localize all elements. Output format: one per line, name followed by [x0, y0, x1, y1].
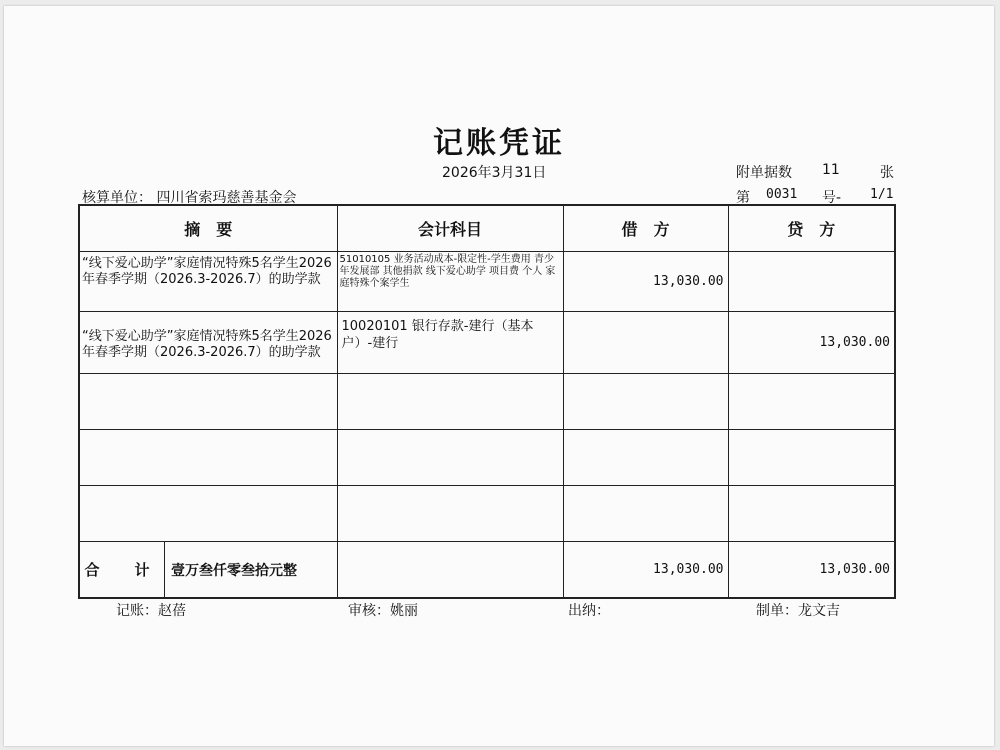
preparer-label: 制单：: [756, 603, 798, 619]
empty-cell: [79, 486, 337, 542]
cashier-signature: [568, 600, 610, 620]
bookkeeper-signature: [116, 600, 186, 620]
total-credit: 13,030.00: [728, 542, 895, 599]
empty-cell: [563, 430, 728, 486]
row-credit: [728, 252, 895, 312]
header-debit: 借 方: [563, 205, 728, 252]
preparer-signature: [756, 600, 840, 620]
row-account: 10020101 银行存款-建行（基本户）-建行: [337, 312, 563, 374]
total-label: 合 计: [80, 542, 165, 597]
empty-cell: [337, 430, 563, 486]
empty-row: [79, 374, 895, 430]
row-account: 51010105 业务活动成本-限定性-学生费用 青少年发展部 其他捐款 线下爱心助学 项目费 个人 家庭特殊个案学生: [337, 252, 563, 312]
reviewer-signature: [348, 600, 418, 620]
voucher-number-prefix: 第: [736, 190, 750, 206]
total-in-words: 壹万叁仟零叁拾元整: [171, 562, 297, 579]
empty-cell: [728, 486, 895, 542]
cashier-label: 出纳：: [568, 603, 610, 619]
empty-cell: [563, 374, 728, 430]
row-debit: [563, 312, 728, 374]
empty-row: [79, 486, 895, 542]
accounting-unit-name: 四川省索玛慈善基金会: [156, 190, 297, 206]
empty-cell: [337, 486, 563, 542]
header-account: 会计科目: [337, 205, 563, 252]
empty-cell: [563, 486, 728, 542]
empty-cell: [337, 374, 563, 430]
empty-cell: [728, 374, 895, 430]
table-header-row: [79, 205, 895, 252]
bookkeeper-label: 记账：: [116, 603, 158, 619]
empty-row: [79, 430, 895, 486]
voucher-number-suffix: 号-: [822, 190, 842, 206]
total-cell: [79, 542, 337, 599]
reviewer-name: 姚丽: [390, 603, 418, 619]
row-credit: 13,030.00: [728, 312, 895, 374]
header-summary: 摘 要: [79, 205, 337, 252]
empty-cell: [79, 374, 337, 430]
voucher-title: 记账凭证: [433, 126, 565, 161]
voucher-table: [78, 204, 896, 599]
row-summary: “线下爱心助学”家庭情况特殊5名学生2026年春季学期（2026.3-2026.7）的助学款: [79, 252, 337, 312]
reviewer-label: 审核：: [348, 603, 390, 619]
attachment-label: 附单据数: [736, 165, 792, 181]
empty-cell: [728, 430, 895, 486]
table-row: [79, 252, 895, 312]
voucher-page: 1/1: [870, 187, 894, 202]
total-debit: 13,030.00: [563, 542, 728, 599]
voucher-number: 0031: [766, 187, 798, 202]
row-summary: “线下爱心助学”家庭情况特殊5名学生2026年春季学期（2026.3-2026.7）的助学款: [79, 312, 337, 374]
bookkeeper-name: 赵蓓: [158, 603, 186, 619]
voucher-date: 2026年3月31日: [442, 165, 547, 181]
table-row: [79, 312, 895, 374]
row-debit: 13,030.00: [563, 252, 728, 312]
empty-cell: [79, 430, 337, 486]
total-row: [79, 542, 895, 599]
attachment-unit: 张: [880, 165, 894, 181]
preparer-name: 龙文吉: [798, 603, 840, 619]
total-account-cell: [337, 542, 563, 599]
accounting-unit-label: 核算单位：: [82, 190, 152, 206]
attachment-count: 11: [822, 162, 840, 178]
header-credit: 贷 方: [728, 205, 895, 252]
